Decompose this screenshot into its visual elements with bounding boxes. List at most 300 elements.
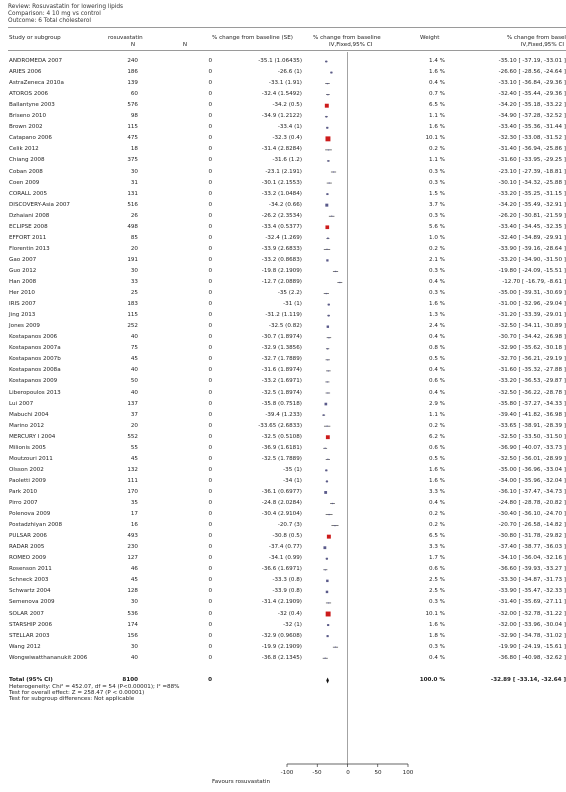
- row-w: 2.1 %: [429, 256, 445, 263]
- row-study: Gao 2007: [9, 256, 37, 263]
- total-n: 8100: [122, 677, 138, 683]
- study-marker: [327, 624, 329, 626]
- row-est: -34.9 (1.2122): [261, 113, 302, 120]
- row-ctrl: 0: [208, 256, 212, 263]
- row-ci: -20.70 [ -26.58, -14.82 ]: [498, 522, 566, 529]
- study-marker: [325, 448, 326, 449]
- row-n: 25: [130, 290, 138, 297]
- row-study: Milionis 2005: [9, 444, 46, 451]
- row-n: 111: [127, 477, 138, 484]
- row-study: Wongwiwatthananukit 2006: [9, 654, 88, 661]
- row-est: -31.6 (1.2): [272, 157, 302, 164]
- row-study: Kostapanos 2006: [9, 334, 58, 341]
- row-ctrl: 0: [208, 444, 212, 451]
- row-n: 45: [130, 356, 138, 363]
- study-marker: [330, 72, 332, 74]
- row-w: 0.3 %: [429, 179, 445, 186]
- row-est: -30.4 (2.9104): [261, 511, 302, 518]
- row-ci: -36.60 [ -39.93, -33.27 ]: [498, 566, 566, 573]
- row-study: Guo 2012: [9, 267, 37, 274]
- row-w: 0.2 %: [429, 511, 445, 518]
- row-ci: -32.90 [ -34.78, -31.02 ]: [498, 632, 566, 639]
- row-study: Park 2010: [9, 488, 38, 495]
- row-ctrl: 0: [208, 102, 212, 109]
- row-ctrl: 0: [208, 466, 212, 473]
- row-est: -39.4 (1.233): [265, 411, 302, 418]
- row-ctrl: 0: [208, 599, 212, 606]
- row-n: 31: [130, 179, 138, 186]
- row-study: Marino 2012: [9, 422, 45, 429]
- row-study: AstraZeneca 2010a: [9, 80, 64, 87]
- row-est: -32.3 (0.4): [272, 135, 302, 142]
- row-ci: -31.00 [ -32.96, -29.04 ]: [498, 301, 566, 308]
- study-marker: [335, 647, 336, 648]
- study-marker: [332, 503, 333, 504]
- study-marker: [327, 426, 328, 427]
- row-w: 1.1 %: [429, 113, 445, 120]
- row-n: 55: [130, 444, 138, 451]
- row-n: 40: [130, 654, 138, 661]
- row-ctrl: 0: [208, 135, 212, 142]
- row-n: 20: [130, 245, 138, 252]
- row-w: 1.7 %: [429, 555, 445, 562]
- row-est: -35.8 (0.7518): [261, 400, 302, 407]
- row-ci: -33.20 [ -36.53, -29.87 ]: [498, 378, 566, 385]
- row-w: 2.9 %: [429, 400, 445, 407]
- row-est: -30.7 (1.8974): [261, 334, 302, 341]
- row-ci: -24.80 [ -28.78, -20.82 ]: [498, 500, 566, 506]
- row-study: ATOROS 2006: [9, 91, 49, 98]
- study-marker: [326, 116, 328, 118]
- row-ci: -23.10 [ -27.39, -18.81 ]: [498, 168, 566, 175]
- row-ci: -34.20 [ -35.49, -32.91 ]: [498, 201, 566, 208]
- row-study: Mabuchi 2004: [9, 411, 49, 418]
- row-w: 3.7 %: [429, 201, 445, 208]
- tick-label-100: 100: [402, 770, 414, 776]
- row-n: 170: [127, 488, 138, 495]
- study-marker: [327, 381, 328, 382]
- row-w: 0.2 %: [429, 522, 445, 529]
- study-marker: [326, 591, 328, 593]
- row-n: 230: [127, 544, 138, 551]
- row-n: 40: [130, 367, 138, 374]
- row-est: -33.2 (1.0484): [261, 190, 302, 197]
- row-ctrl: 0: [208, 312, 212, 319]
- study-marker: [333, 171, 334, 172]
- row-ci: -31.60 [ -35.32, -27.88 ]: [498, 367, 566, 374]
- row-n: 552: [127, 433, 138, 440]
- row-n: 45: [130, 577, 138, 584]
- row-w: 0.2 %: [429, 146, 445, 153]
- row-est: -34 (1): [283, 477, 302, 484]
- row-ctrl: 0: [208, 157, 212, 164]
- row-w: 0.3 %: [429, 290, 445, 297]
- row-study: Kostapanos 2009: [9, 378, 58, 385]
- row-ctrl: 0: [208, 212, 212, 219]
- row-study: STARSHIP 2006: [9, 621, 53, 628]
- row-ctrl: 0: [208, 566, 212, 573]
- row-study: SOLAR 2007: [9, 610, 44, 617]
- study-marker: [327, 392, 328, 393]
- row-ci: -33.40 [ -35.36, -31.44 ]: [498, 124, 566, 131]
- total-weight: 100.0 %: [419, 677, 445, 683]
- row-ci: -32.70 [ -36.21, -29.19 ]: [498, 356, 566, 363]
- row-n: 115: [127, 124, 138, 131]
- row-ci: -12.70 [ -16.79, -8.61 ]: [502, 279, 566, 285]
- study-marker: [328, 304, 330, 306]
- row-est: -33.9 (2.6833): [261, 245, 302, 252]
- row-est: -32.5 (1.7889): [261, 455, 302, 462]
- row-ci: -34.20 [ -35.18, -33.22 ]: [498, 102, 566, 109]
- study-marker: [327, 238, 329, 240]
- row-ci: -33.20 [ -34.90, -31.50 ]: [498, 256, 566, 263]
- row-n: 536: [127, 610, 138, 617]
- row-ctrl: 0: [208, 555, 212, 562]
- row-w: 1.0 %: [429, 234, 445, 241]
- study-marker: [327, 83, 328, 84]
- row-w: 1.3 %: [429, 312, 445, 319]
- row-n: 75: [130, 345, 138, 352]
- row-study: CORALL 2005: [9, 190, 48, 197]
- review-title: Review: Rosuvastatin for lowering lipids: [8, 4, 124, 10]
- row-n: 240: [127, 58, 138, 64]
- row-study: Olsson 2002: [9, 466, 44, 473]
- row-n: 17: [130, 511, 138, 518]
- outcome-title: Outcome: 6 Total cholesterol: [8, 17, 92, 24]
- row-ci: -30.40 [ -36.10, -24.70 ]: [498, 511, 566, 518]
- row-w: 3.3 %: [429, 544, 445, 551]
- study-marker: [326, 580, 328, 582]
- row-w: 1.1 %: [429, 411, 445, 418]
- study-marker: [325, 136, 330, 141]
- row-w: 10.1 %: [425, 135, 445, 142]
- row-ctrl: 0: [208, 113, 212, 120]
- row-est: -36.1 (0.6977): [261, 488, 302, 495]
- row-n: 30: [130, 643, 138, 650]
- study-marker: [326, 249, 327, 250]
- row-w: 0.2 %: [429, 245, 445, 252]
- row-w: 0.6 %: [429, 566, 445, 573]
- row-n: 186: [127, 69, 138, 76]
- row-ci: -32.00 [ -33.96, -30.04 ]: [498, 621, 566, 628]
- study-marker: [326, 480, 328, 482]
- row-ci: -32.30 [ -33.08, -31.52 ]: [498, 135, 566, 142]
- row-n: 40: [130, 334, 138, 341]
- row-study: Han 2008: [9, 279, 37, 285]
- row-ci: -19.90 [ -24.19, -15.61 ]: [498, 643, 566, 650]
- row-w: 0.3 %: [429, 599, 445, 606]
- overall-effect-text: Test for overall effect: Z = 258.47 (P < 0.00001): [9, 690, 145, 696]
- row-ctrl: 0: [208, 245, 212, 252]
- study-marker: [326, 435, 330, 439]
- row-n: 576: [127, 102, 138, 109]
- row-study: Kostapanos 2008a: [9, 367, 61, 374]
- row-est: -33.65 (2.6833): [258, 422, 302, 429]
- row-ci: -37.40 [ -38.77, -36.03 ]: [498, 544, 566, 551]
- tick-label-m50: -50: [312, 770, 322, 776]
- tick-label-m100: -100: [280, 770, 294, 776]
- row-n: 493: [127, 533, 138, 540]
- row-w: 0.4 %: [429, 80, 445, 87]
- row-est: -32.5 (0.82): [268, 323, 302, 330]
- row-n: 174: [127, 621, 138, 628]
- study-marker: [328, 337, 329, 338]
- row-n: 128: [127, 588, 138, 595]
- row-est: -19.8 (2.1909): [261, 267, 302, 274]
- row-study: Briseno 2010: [9, 113, 47, 120]
- favours-rosuvastatin-label: Favours rosuvastatin: [212, 779, 271, 785]
- comparison-title: Comparison: 4 10 mg vs control: [8, 10, 101, 17]
- row-w: 2.5 %: [429, 588, 445, 595]
- row-ctrl: 0: [208, 234, 212, 241]
- row-w: 0.3 %: [429, 168, 445, 175]
- row-ctrl: 0: [208, 577, 212, 584]
- study-marker: [325, 104, 329, 108]
- row-study: Coban 2008: [9, 168, 43, 175]
- row-w: 0.4 %: [429, 389, 445, 396]
- row-ci: -36.90 [ -40.07, -33.73 ]: [498, 444, 566, 451]
- row-ci: -32.50 [ -33.50, -31.50 ]: [498, 433, 566, 440]
- row-w: 5.6 %: [429, 223, 445, 230]
- study-marker: [329, 182, 330, 183]
- row-ci: -19.80 [ -24.09, -15.51 ]: [498, 267, 566, 274]
- row-w: 6.5 %: [429, 533, 445, 540]
- row-n: 40: [130, 389, 138, 396]
- row-ctrl: 0: [208, 69, 212, 76]
- row-ctrl: 0: [208, 400, 212, 407]
- row-w: 0.4 %: [429, 367, 445, 374]
- row-ctrl: 0: [208, 279, 212, 285]
- row-n: 45: [130, 455, 138, 462]
- row-study: Celik 2012: [9, 146, 39, 153]
- row-n: 37: [130, 411, 138, 418]
- row-est: -33.2 (0.8683): [261, 256, 302, 263]
- row-study: Polenova 2009: [9, 511, 51, 518]
- col-ci-header: % change from basel: [506, 35, 566, 41]
- study-marker: [331, 216, 332, 217]
- row-w: 6.2 %: [429, 433, 445, 440]
- row-n: 132: [127, 466, 138, 473]
- col-study-header: Study or subgroup: [9, 35, 61, 41]
- row-ci: -32.50 [ -36.01, -28.99 ]: [498, 455, 566, 462]
- study-marker: [325, 403, 328, 406]
- study-marker: [335, 271, 336, 272]
- row-w: 0.3 %: [429, 643, 445, 650]
- row-ctrl: 0: [208, 389, 212, 396]
- row-study: IRIS 2007: [9, 301, 36, 308]
- row-n: 137: [127, 400, 138, 407]
- row-est: -32.9 (0.9608): [261, 632, 302, 639]
- row-study: ROMEO 2009: [9, 555, 47, 562]
- row-n: 30: [130, 168, 138, 175]
- row-n: 18: [130, 146, 138, 153]
- row-study: Postadzhiyan 2008: [9, 522, 63, 529]
- col-change-se-header: % change from baseline (SE): [212, 35, 293, 41]
- row-ci: -33.65 [ -38.91, -28.39 ]: [498, 422, 566, 429]
- study-marker: [326, 193, 328, 195]
- study-marker: [327, 635, 329, 637]
- study-marker: [326, 293, 327, 294]
- row-est: -37.4 (0.77): [268, 544, 302, 551]
- row-est: -34.1 (0.99): [268, 555, 302, 562]
- row-study: Moutzouri 2011: [9, 455, 53, 462]
- row-study: ANDROMEDA 2007: [9, 58, 63, 64]
- row-study: ARIES 2006: [9, 69, 42, 76]
- row-study: Liberopoulos 2013: [9, 389, 61, 396]
- row-ci: -36.10 [ -37.47, -34.73 ]: [498, 488, 566, 495]
- row-study: MERCURY I 2004: [9, 433, 56, 440]
- row-n: 115: [127, 312, 138, 319]
- total-ctrl: 0: [208, 677, 212, 683]
- row-n: 50: [130, 378, 138, 385]
- row-est: -33.4 (1): [277, 124, 302, 131]
- study-marker: [339, 282, 340, 283]
- row-est: -33.9 (0.8): [272, 588, 302, 595]
- row-est: -32.5 (1.8974): [261, 389, 302, 396]
- row-ctrl: 0: [208, 588, 212, 595]
- row-ctrl: 0: [208, 610, 212, 617]
- row-n: 252: [127, 323, 138, 330]
- row-est: -33.4 (0.5377): [261, 223, 302, 230]
- row-study: EFFORT 2011: [9, 234, 47, 241]
- row-est: -32.5 (0.5108): [261, 433, 302, 440]
- row-ctrl: 0: [208, 422, 212, 429]
- row-est: -31.4 (2.8284): [261, 146, 302, 153]
- row-n: 60: [130, 91, 138, 98]
- row-w: 1.6 %: [429, 477, 445, 484]
- row-ctrl: 0: [208, 58, 212, 64]
- study-marker: [327, 325, 329, 327]
- row-study: Wang 2012: [9, 643, 41, 650]
- row-ctrl: 0: [208, 179, 212, 186]
- row-est: -31.2 (1.119): [265, 312, 302, 319]
- row-ctrl: 0: [208, 378, 212, 385]
- row-study: RADAR 2005: [9, 544, 45, 551]
- row-study: Brown 2002: [9, 124, 43, 131]
- row-est: -32.7 (1.7889): [261, 356, 302, 363]
- row-w: 1.6 %: [429, 621, 445, 628]
- row-ctrl: 0: [208, 433, 212, 440]
- study-marker: [325, 469, 327, 471]
- study-marker: [327, 94, 328, 95]
- row-est: -31.4 (2.1909): [261, 599, 302, 606]
- study-marker: [327, 459, 328, 460]
- row-study: Her 2010: [9, 290, 35, 297]
- row-n: 33: [130, 279, 138, 285]
- row-ctrl: 0: [208, 544, 212, 551]
- row-study: Lui 2007: [9, 400, 34, 407]
- study-marker: [325, 658, 326, 659]
- row-study: DISCOVERY-Asia 2007: [9, 201, 70, 208]
- row-ctrl: 0: [208, 168, 212, 175]
- row-w: 0.4 %: [429, 654, 445, 661]
- row-n: 26: [130, 212, 138, 219]
- row-n: 139: [127, 80, 138, 87]
- study-marker: [326, 127, 328, 129]
- row-ci: -26.60 [ -28.56, -24.64 ]: [498, 69, 566, 76]
- row-study: PULSAR 2006: [9, 533, 47, 540]
- row-study: Semenova 2009: [9, 599, 55, 606]
- row-ctrl: 0: [208, 223, 212, 230]
- row-ctrl: 0: [208, 323, 212, 330]
- row-study: Rosenson 2011: [9, 566, 52, 573]
- row-n: 498: [127, 223, 138, 230]
- row-n: 475: [127, 135, 138, 142]
- row-ctrl: 0: [208, 511, 212, 518]
- row-ci: -39.40 [ -41.82, -36.98 ]: [498, 411, 566, 418]
- study-marker: [326, 612, 331, 617]
- row-w: 1.6 %: [429, 301, 445, 308]
- row-ctrl: 0: [208, 411, 212, 418]
- row-est: -24.8 (2.0284): [261, 500, 302, 506]
- row-ctrl: 0: [208, 533, 212, 540]
- row-n: 183: [127, 301, 138, 308]
- row-ctrl: 0: [208, 500, 212, 506]
- row-w: 0.2 %: [429, 422, 445, 429]
- row-ci: -32.40 [ -35.44, -29.36 ]: [498, 91, 566, 98]
- row-ci: -33.40 [ -34.45, -32.35 ]: [498, 223, 566, 230]
- row-est: -31 (1): [283, 301, 302, 308]
- row-est: -23.1 (2.191): [265, 168, 302, 175]
- row-study: STELLAR 2003: [9, 632, 50, 639]
- row-est: -36.6 (1.6971): [261, 566, 302, 573]
- study-marker: [326, 259, 328, 261]
- row-study: Jing 2013: [9, 312, 36, 319]
- row-study: Florentin 2013: [9, 245, 50, 252]
- row-n: 156: [127, 632, 138, 639]
- row-est: -35 (2.2): [277, 290, 302, 297]
- row-ctrl: 0: [208, 356, 212, 363]
- heterogeneity-text: Heterogeneity: Chi² = 452.07, df = 54 (P<0.00001); I² =88%: [9, 684, 180, 690]
- row-w: 0.8 %: [429, 345, 445, 352]
- row-ci: -33.90 [ -35.47, -32.33 ]: [498, 588, 566, 595]
- row-study: Kostapanos 2007a: [9, 345, 61, 352]
- row-ctrl: 0: [208, 146, 212, 153]
- row-ci: -33.10 [ -36.84, -29.36 ]: [498, 80, 566, 87]
- row-w: 6.5 %: [429, 102, 445, 109]
- row-est: -20.7 (3): [277, 522, 302, 529]
- row-n: 30: [130, 267, 138, 274]
- row-w: 1.6 %: [429, 69, 445, 76]
- row-est: -34.2 (0.5): [272, 102, 302, 109]
- row-est: -30.1 (2.1553): [261, 179, 302, 186]
- row-ctrl: 0: [208, 643, 212, 650]
- row-n: 16: [130, 522, 138, 529]
- row-est: -35.1 (1.06435): [258, 58, 302, 64]
- col-effect-header: % change from baseline: [313, 35, 381, 41]
- row-n: 46: [130, 566, 138, 573]
- row-ci: -33.20 [ -35.25, -31.15 ]: [498, 190, 566, 197]
- col-ci-method: IV,Fixed,95% CI: [520, 42, 564, 48]
- row-ctrl: 0: [208, 632, 212, 639]
- row-ci: -30.80 [ -31.78, -29.82 ]: [498, 533, 566, 540]
- row-w: 0.7 %: [429, 91, 445, 98]
- row-ci: -33.30 [ -34.87, -31.73 ]: [498, 577, 566, 584]
- row-est: -33.1 (1.91): [268, 80, 302, 87]
- row-ctrl: 0: [208, 345, 212, 352]
- row-ci: -32.40 [ -34.89, -29.91 ]: [498, 234, 566, 241]
- row-w: 0.3 %: [429, 267, 445, 274]
- col-treat-n-header: N: [130, 42, 136, 48]
- row-ci: -30.10 [ -34.32, -25.88 ]: [498, 179, 566, 186]
- row-ci: -31.60 [ -33.95, -29.25 ]: [498, 157, 566, 164]
- row-ci: -34.90 [ -37.28, -32.52 ]: [498, 113, 566, 120]
- pooled-diamond: [326, 678, 329, 684]
- row-w: 0.4 %: [429, 334, 445, 341]
- row-est: -26.2 (2.3534): [261, 212, 302, 219]
- row-ctrl: 0: [208, 522, 212, 529]
- row-n: 375: [127, 157, 138, 164]
